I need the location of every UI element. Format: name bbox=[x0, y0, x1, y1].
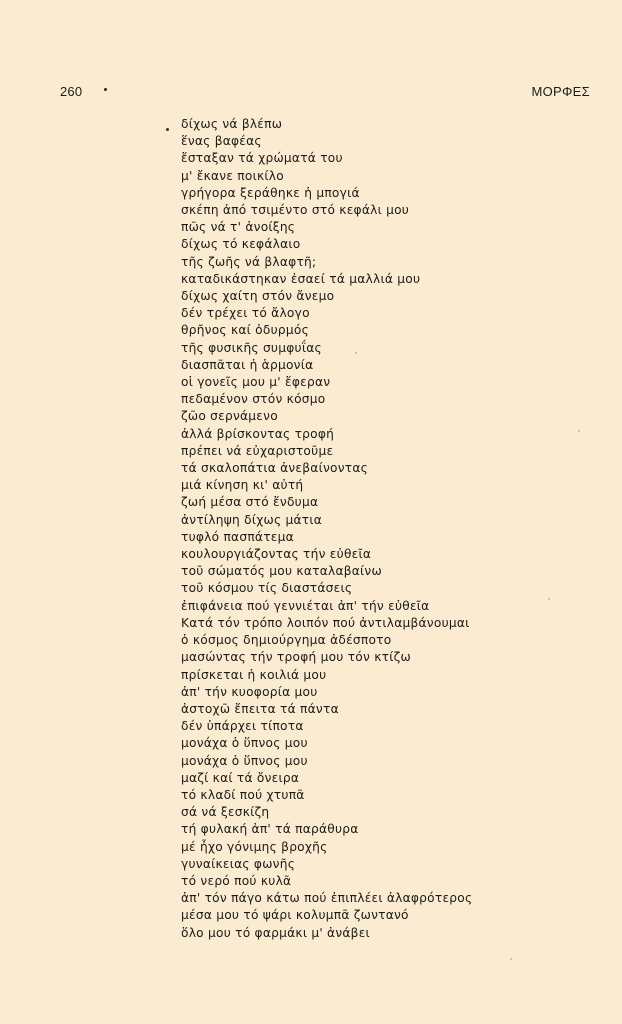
paper-speck bbox=[548, 598, 550, 600]
poem-line: θρῆνος καί ὀδυρμός bbox=[181, 323, 309, 338]
poem-line: τυφλό πασπάτεμα bbox=[181, 529, 294, 544]
poem-line: Κατά τόν τρόπο λοιπόν πού ἀντιλαμβάνουμαι bbox=[181, 615, 470, 630]
poem-line: μ' ἔκανε ποικίλο bbox=[181, 168, 284, 183]
poem-line: διασπᾶται ἡ ἁρμονία bbox=[181, 357, 314, 372]
poem-line: σά νά ξεσκίζη bbox=[181, 805, 270, 820]
poem-line: μονάχα ὁ ὕπνος μου bbox=[181, 736, 308, 751]
poem-line: πρέπει νά εὐχαριστοῦμε bbox=[181, 443, 334, 458]
poem-line: πῶς νά τ' ἀνοίξης bbox=[181, 220, 296, 235]
poem-line: μιά κίνηση κι' αὐτή bbox=[181, 478, 304, 493]
poem-line: τοῦ σώματός μου καταλαβαίνω bbox=[181, 564, 382, 579]
poem-line: τοῦ κόσμου τίς διαστάσεις bbox=[181, 581, 353, 596]
header-dot-mark bbox=[104, 88, 107, 91]
poem-line: ζωή μέσα στό ἔνδυμα bbox=[181, 495, 319, 510]
poem-line: γρήγορα ξεράθηκε ἡ μπογιά bbox=[181, 185, 360, 200]
poem-line: δίχως νά βλέπω bbox=[181, 117, 283, 131]
poem-line: τό κλαδί πού χτυπᾶ bbox=[181, 787, 305, 802]
poem-line: μονάχα ὁ ὕπνος μου bbox=[181, 753, 308, 768]
poem-body bbox=[181, 116, 472, 942]
poem-line: γυναίκειας φωνῆς bbox=[181, 856, 296, 871]
poem-line: σκέπη ἀπό τσιμέντο στό κεφάλι μου bbox=[181, 203, 410, 218]
poem-line: δέν τρέχει τό ἄλογο bbox=[181, 306, 310, 321]
poem-line: ἔσταξαν τά χρώματά του bbox=[181, 151, 343, 166]
poem-line: κουλουργιάζοντας τήν εὐθεῖα bbox=[181, 547, 372, 562]
poem-line: ἐπιφάνεια πού γεννιέται ἀπ' τήν εὐθεῖα bbox=[181, 598, 430, 613]
poem-line: ὁ κόσμος δημιούργημα ἀδέσποτο bbox=[181, 633, 392, 648]
poem-line: μέσα μου τό ψάρι κολυμπᾶ ζωντανό bbox=[181, 908, 409, 923]
poem-line: τό νερό πού κυλᾶ bbox=[181, 873, 292, 888]
poem-line: μαζί καί τά ὄνειρα bbox=[181, 770, 300, 785]
poem-line: μέ ἦχο γόνιμης βροχῆς bbox=[181, 839, 328, 854]
poem-line: πεδαμένον στόν κόσμο bbox=[181, 392, 326, 407]
poem-line: δίχως χαίτη στόν ἄνεμο bbox=[181, 289, 335, 304]
poem-line: ἀπ' τήν κυοφορία μου bbox=[181, 684, 318, 699]
poem-line: τῆς φυσικῆς συμφυΐας bbox=[181, 340, 322, 355]
poem-line: τή φυλακή ἀπ' τά παράθυρα bbox=[181, 822, 359, 837]
poem-line: ὅλο μου τό φαρμάκι μ' ἀνάβει bbox=[181, 925, 370, 940]
poem-line: τά σκαλοπάτια ἀνεβαίνοντας bbox=[181, 461, 369, 476]
poem-line: ζῶο σερνάμενο bbox=[181, 409, 278, 424]
margin-dot-mark bbox=[166, 128, 169, 131]
running-title: ΜΟΡΦΕΣ bbox=[531, 84, 590, 99]
poem-line: πρίσκεται ἡ κοιλιά μου bbox=[181, 667, 327, 682]
poem-line: δίχως τό κεφάλαιο bbox=[181, 237, 301, 252]
poem-line: ἀλλά βρίσκοντας τροφή bbox=[181, 426, 335, 441]
poem-line: ἕνας βαφέας bbox=[181, 134, 262, 149]
poem-line: τῆς ζωῆς νά βλαφτῆ; bbox=[181, 254, 317, 269]
poem-line: οἱ γονεῖς μου μ' ἔφεραν bbox=[181, 375, 331, 390]
poem-line: ἀστοχῶ ἔπειτα τά πάντα bbox=[181, 701, 339, 716]
poem-line: μασώντας τήν τροφή μου τόν κτίζω bbox=[181, 650, 411, 665]
poem-line: ἀντίληψη δίχως μάτια bbox=[181, 512, 323, 527]
paper-speck bbox=[510, 958, 512, 960]
poem-line: καταδικάστηκαν ἐσαεί τά μαλλιά μου bbox=[181, 271, 421, 286]
paper-speck bbox=[578, 430, 580, 432]
poem-line: ἀπ' τόν πάγο κάτω πού ἐπιπλέει ἀλαφρότερος bbox=[181, 891, 473, 906]
poem-line: δέν ὑπάρχει τίποτα bbox=[181, 719, 304, 734]
page-number: 260 bbox=[60, 84, 83, 99]
